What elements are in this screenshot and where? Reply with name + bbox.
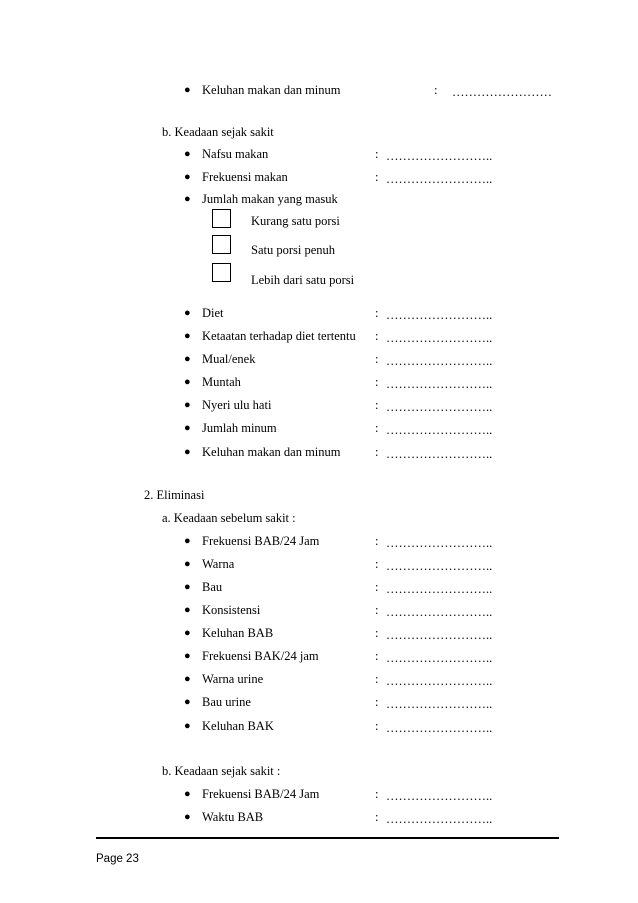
field-label: Jumlah makan yang masuk [202,192,338,206]
field-label: Bau [202,580,223,594]
field-blank[interactable]: …………………….. [386,536,493,550]
field-colon: : [375,580,379,594]
field-label: Ketaatan terhadap diet tertentu [202,329,356,343]
field-label: Frekuensi makan [202,170,288,184]
bullet-icon: ● [184,376,191,388]
field-blank[interactable]: …………………….. [386,377,493,391]
field-label: Diet [202,306,224,320]
bullet-icon: ● [184,171,191,183]
field-blank[interactable]: …………………….. [386,447,493,461]
field-label: Nyeri ulu hati [202,398,272,412]
bullet-icon: ● [184,650,191,662]
bullet-icon: ● [184,330,191,342]
field-colon: : [375,787,379,801]
field-colon: : [375,170,379,184]
field-label: Keluhan BAK [202,719,274,733]
bullet-icon: ● [184,422,191,434]
option-label: Lebih dari satu porsi [251,273,355,287]
field-label: Warna urine [202,672,264,686]
bullet-icon: ● [184,307,191,319]
field-blank[interactable]: …………………….. [386,697,493,711]
field-label: Muntah [202,375,241,389]
field-label: Keluhan BAB [202,626,274,640]
field-label: Frekuensi BAB/24 Jam [202,534,320,548]
field-blank[interactable]: …………………….. [386,331,493,345]
field-blank[interactable]: …………………….. [386,582,493,596]
field-colon: : [375,719,379,733]
field-colon: : [375,147,379,161]
field-blank[interactable]: …………………….. [386,423,493,437]
footer-rule [96,837,559,839]
section-heading: a. Keadaan sebelum sakit : [162,511,296,525]
field-label: Keluhan makan dan minum [202,83,341,97]
field-colon: : [375,603,379,617]
bullet-icon: ● [184,604,191,616]
bullet-icon: ● [184,696,191,708]
bullet-icon: ● [184,84,191,96]
field-colon: : [375,810,379,824]
field-label: Jumlah minum [202,421,277,435]
bullet-icon: ● [184,446,191,458]
field-colon: : [375,421,379,435]
bullet-icon: ● [184,193,191,205]
option-checkbox[interactable] [212,209,231,228]
field-colon: : [375,626,379,640]
field-blank[interactable]: …………………….. [386,628,493,642]
option-label: Kurang satu porsi [251,214,340,228]
bullet-icon: ● [184,535,191,547]
bullet-icon: ● [184,399,191,411]
bullet-icon: ● [184,811,191,823]
option-label: Satu porsi penuh [251,243,336,257]
section-heading: b. Keadaan sejak sakit [162,125,274,139]
field-label: Konsistensi [202,603,261,617]
field-blank[interactable]: …………………….. [386,400,493,414]
section-heading: 2. Eliminasi [144,488,205,502]
bullet-icon: ● [184,627,191,639]
field-label: Mual/enek [202,352,256,366]
field-blank[interactable]: …………………….. [386,721,493,735]
field-blank[interactable]: …………………….. [386,605,493,619]
field-colon: : [375,534,379,548]
field-blank[interactable]: …………………….. [386,812,493,826]
bullet-icon: ● [184,788,191,800]
field-label: Warna [202,557,235,571]
field-colon: : [375,672,379,686]
bullet-icon: ● [184,558,191,570]
bullet-icon: ● [184,353,191,365]
field-colon: : [375,306,379,320]
option-checkbox[interactable] [212,235,231,254]
field-colon: : [375,649,379,663]
field-blank[interactable]: …………………….. [386,789,493,803]
field-label: Waktu BAB [202,810,264,824]
field-colon: : [375,375,379,389]
option-checkbox[interactable] [212,263,231,282]
field-colon: : [375,445,379,459]
field-blank[interactable]: …………………….. [386,149,493,163]
bullet-icon: ● [184,148,191,160]
bullet-icon: ● [184,581,191,593]
field-colon: : [375,695,379,709]
field-label: Frekuensi BAK/24 jam [202,649,319,663]
field-colon: : [375,329,379,343]
bullet-icon: ● [184,673,191,685]
section-heading: b. Keadaan sejak sakit : [162,764,281,778]
field-colon: : [375,352,379,366]
field-label: Keluhan makan dan minum [202,445,341,459]
field-blank[interactable]: …………………….. [386,354,493,368]
field-blank[interactable]: …………………….. [386,559,493,573]
field-blank[interactable]: …………………….. [386,651,493,665]
field-colon: : [375,398,379,412]
field-blank[interactable]: …………………….. [386,674,493,688]
page-number: Page 23 [96,853,139,865]
field-label: Nafsu makan [202,147,269,161]
field-blank[interactable]: …………………….. [386,172,493,186]
field-label: Frekuensi BAB/24 Jam [202,787,320,801]
field-blank[interactable]: …………………….. [386,308,493,322]
bullet-icon: ● [184,720,191,732]
field-label: Bau urine [202,695,251,709]
field-colon: : [434,83,438,97]
field-blank[interactable]: …………………… [452,85,552,99]
field-colon: : [375,557,379,571]
